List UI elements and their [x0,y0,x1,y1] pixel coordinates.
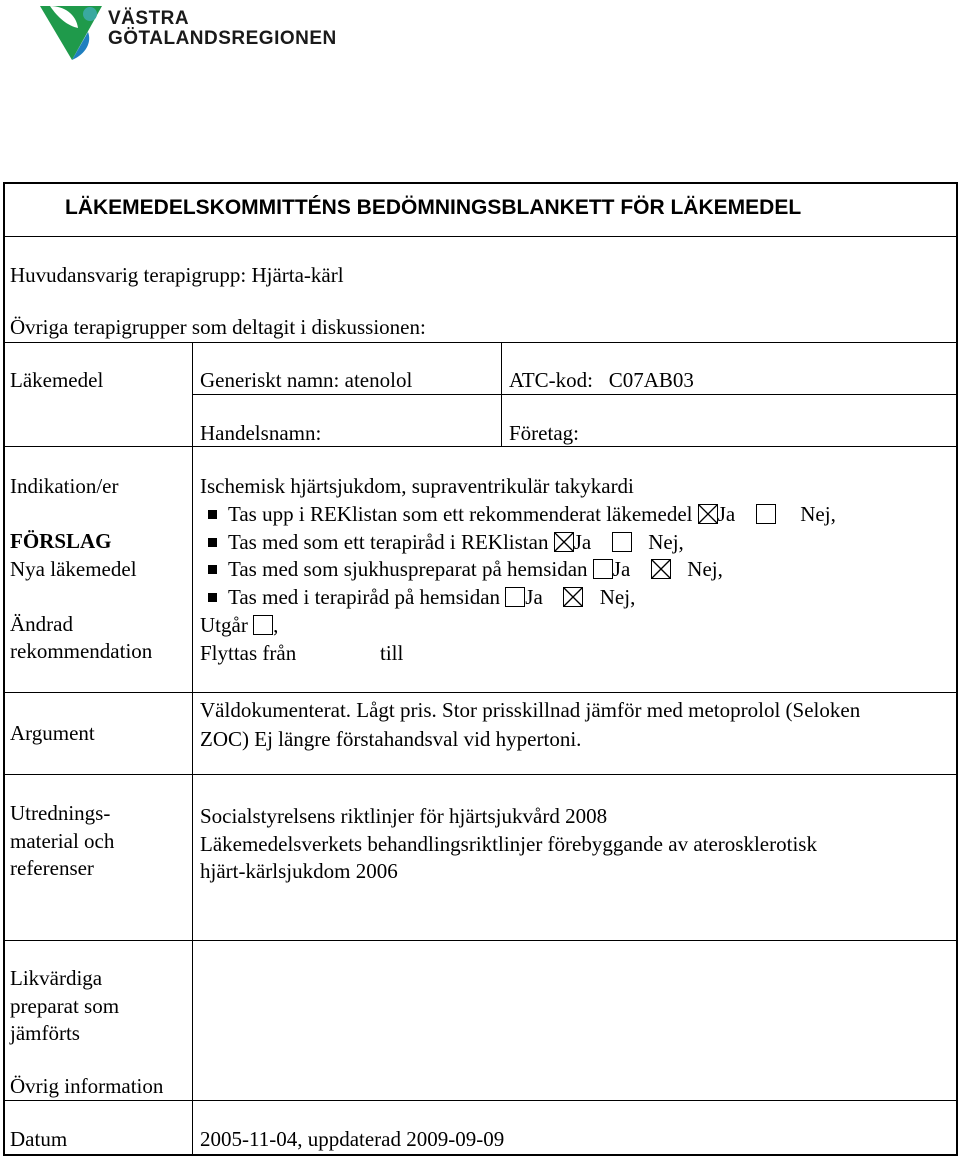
references-label-line-1: Utrednings- [10,801,111,825]
checked-x-icon [554,532,574,552]
column-divider [192,342,193,1156]
vgr-leaf-logo-icon [38,2,108,64]
indication-text: Ischemisk hjärtsjukdom, supraventrikulär takykardi [200,474,634,498]
till-label: till [380,641,404,665]
row-divider [193,394,958,395]
proposal-label: FÖRSLAG [10,529,112,553]
company: Företag: [509,421,579,445]
reference-line-2: Läkemedelsverkets behandlingsriktlinjer förebyggande av aterosklerotisk [200,832,817,856]
other-info-label: Övrig information [10,1074,164,1098]
no-label: Nej, [599,585,636,609]
row-divider [3,940,958,941]
option-text: Tas med i terapiråd på hemsidan [228,585,501,609]
argument-text-line-1: Väldokumenterat. Lågt pris. Stor prisskillnad jämför med metoprolol (Seloken [200,698,861,722]
no-label: Nej, [648,530,684,554]
bullet-icon [208,510,217,519]
references-label-line-2: material och [10,829,115,853]
option-row [228,584,635,611]
argument-label: Argument [10,721,95,745]
generic-name: Generiskt namn: atenolol [200,368,413,392]
utgar-label: Utgår [200,613,248,637]
no-label: Nej, [687,557,723,581]
option-row [228,501,836,528]
no-checkbox[interactable] [756,504,776,524]
references-label-line-3: referenser [10,856,94,880]
checked-x-icon [698,504,718,524]
yes-label: Ja [612,557,631,581]
no-label: Nej, [800,502,836,526]
option-text: Tas upp i REKlistan som ett rekommenderat läkemedel [228,502,693,526]
yes-checkbox[interactable] [554,532,574,552]
no-checkbox[interactable] [563,587,583,607]
other-groups: Övriga terapigrupper som deltagit i diskussionen: [10,315,426,339]
row-divider [3,692,958,693]
row-divider [3,774,958,775]
equivalent-label-line-3: jämförts [10,1021,80,1045]
yes-label: Ja [717,502,736,526]
changed-label: Ändrad [10,612,73,636]
yes-label: Ja [525,585,543,609]
recommendation-label: rekommendation [10,639,153,663]
indication-label: Indikation/er [10,474,119,498]
utgar-row [200,612,278,639]
flyttas-label: Flyttas från [200,641,297,665]
date-label: Datum [10,1127,68,1151]
checked-x-icon [651,559,671,579]
checked-x-icon [563,587,583,607]
trade-name: Handelsnamn: [200,421,322,445]
logo-line-1: VÄSTRA [108,8,190,29]
equivalent-label-line-2: preparat som [10,994,120,1018]
new-drug-label: Nya läkemedel [10,557,137,581]
option-text: Tas med som sjukhuspreparat på hemsidan [228,557,588,581]
no-checkbox[interactable] [612,532,632,552]
row-divider [3,236,958,237]
argument-text-line-2: ZOC) Ej längre förstahandsval vid hypertoni. [200,727,582,751]
reference-line-3: hjärt-kärlsjukdom 2006 [200,859,398,883]
utgar-comma: , [273,613,279,637]
vgr-logo [38,2,338,64]
row-divider [3,1100,958,1101]
utgar-checkbox[interactable] [253,615,273,635]
drug-label: Läkemedel [10,368,104,392]
yes-checkbox[interactable] [698,504,718,524]
column-divider [501,342,502,446]
yes-checkbox[interactable] [505,587,525,607]
date-value: 2005-11-04, uppdaterad 2009-09-09 [200,1127,505,1151]
equivalent-label-line-1: Likvärdiga [10,966,103,990]
bullet-icon [208,538,217,547]
logo-line-2: GÖTALANDSREGIONEN [108,28,337,49]
yes-label: Ja [573,530,592,554]
responsible-group: Huvudansvarig terapigrupp: Hjärta-kärl [10,263,344,287]
option-text: Tas med som ett terapiråd i REKlistan [228,530,549,554]
bullet-icon [208,565,217,574]
form-title: LÄKEMEDELSKOMMITTÉNS BEDÖMNINGSBLANKETT FÖR LÄKEMEDEL [65,196,802,219]
no-checkbox[interactable] [651,559,671,579]
option-row [228,529,684,556]
row-divider [3,342,958,343]
reference-line-1: Socialstyrelsens riktlinjer för hjärtsjukvård 2008 [200,804,608,828]
option-row [228,556,723,583]
atc-code: ATC-kod: C07AB03 [509,368,694,392]
bullet-icon [208,593,217,602]
yes-checkbox[interactable] [593,559,613,579]
row-divider [3,446,958,447]
